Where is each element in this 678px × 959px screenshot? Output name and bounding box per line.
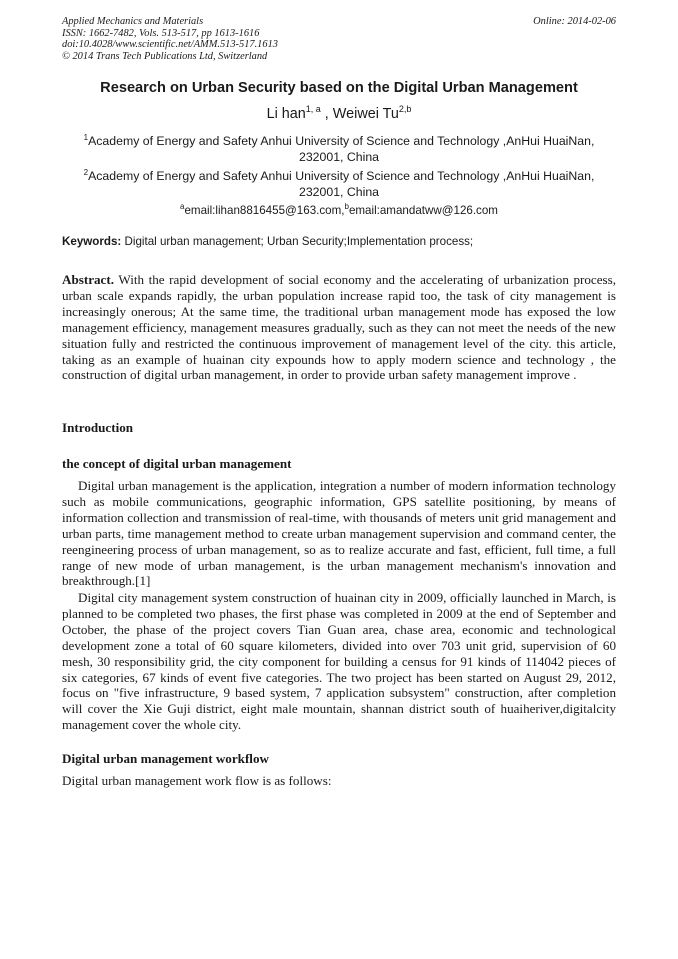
abstract-text: With the rapid development of social economy and the accelerating of urbanization process, urban scale expands rapidly, the urban population increase rapid too, the task of city management is increasingly onerous; At the same time, the traditional urban management mode has exposed the low management efficiency, management measures gradually, such as they can not meet the needs of the new situation fully and restricted the continuous improvement of management level of the city. this article, taking as an example of huainan city expounds how to apply modern science and technology , the construction of digital urban management, in order to provide urban safety management improve . xyxy=(62,272,616,383)
author-separator: , xyxy=(320,105,333,122)
subsection-heading-concept: the concept of digital urban management xyxy=(62,456,292,471)
author-name: Li han xyxy=(266,105,306,122)
page-header xyxy=(62,16,616,62)
affiliation-line: Academy of Energy and Safety Anhui University of Science and Technology ,AnHui HuaiNan, xyxy=(88,169,595,184)
affiliation-sup: 1 xyxy=(83,133,89,142)
author-name: Weiwei Tu xyxy=(332,105,399,122)
paper-title: Research on Urban Security based on the Digital Urban Management xyxy=(100,80,578,96)
author-sup: 1, a xyxy=(305,104,321,114)
subsection-heading-workflow: Digital urban management workflow xyxy=(62,751,269,766)
email: email:lihan8816455@163.com, xyxy=(184,203,345,217)
paragraph: Digital urban management work flow is as follows: xyxy=(62,773,332,788)
doi: doi:10.4028/www.scientific.net/AMM.513-517.1613 xyxy=(62,39,278,51)
paragraph: Digital city management system construction of huainan city in 2009, officially launched in March, is planned to be completed two phases, the first phase was completed in 2009 at the end of September and October, the phase of the project covers Tian Guan area, chase area, economic and technological development zone a total of 60 square kilometers, divided into over 703 unit grid, supervision of 60 mesh, 30 responsibility grid, the city component for building a census for 91 kinds of 114042 pieces of six categories, 67 kinds of event five categories. The two project has been started on August 29, 2012, focus on "five infrastructure, 9 based system, 7 application subsystem" construction, after completion will cover the Xie Guji district, eight male mountain, shannan district south of huaiheriver,digitalcity management cover the whole city. xyxy=(62,590,616,733)
section-heading-introduction: Introduction xyxy=(62,420,134,435)
email-sup: b xyxy=(344,202,349,211)
author-emails xyxy=(0,202,678,217)
keywords-text: Digital urban management; Urban Security;Implementation process; xyxy=(124,235,474,248)
keywords-label: Keywords: xyxy=(62,235,122,248)
issn: ISSN: 1662-7482, Vols. 513-517, pp 1613-1616 xyxy=(62,27,260,39)
abstract xyxy=(62,272,616,383)
author-sup: 2,b xyxy=(398,104,412,114)
journal-name: Applied Mechanics and Materials xyxy=(62,16,204,27)
copyright: © 2014 Trans Tech Publications Ltd, Switzerland xyxy=(62,50,268,62)
affiliation-line: 232001, China xyxy=(299,185,379,200)
affiliation xyxy=(62,165,616,200)
paragraph: Digital urban management is the application, integration a number of modern information technology such as mobile communications, geographic information, GPS satellite positioning, by means of information collection and transmission of real-time, with thousands of meters unit grid management and urban parts, time management method to create urban management supervision and command center, the reengineering process of urban management, so as to realize accurate and fast, efficient, full time, a full range of new mode of urban management, is the urban management mechanism's innovation and breakthrough.[1] xyxy=(62,478,616,589)
affiliation-line: 232001, China xyxy=(299,150,379,165)
online-date: Online: 2014-02-06 xyxy=(533,16,616,27)
affiliation xyxy=(62,130,616,165)
abstract-label: Abstract. xyxy=(62,272,114,287)
email-sup: a xyxy=(180,202,185,211)
keywords xyxy=(62,235,616,248)
authors xyxy=(0,104,678,122)
affiliation-sup: 2 xyxy=(83,168,89,177)
email: email:amandatww@126.com xyxy=(348,203,498,217)
affiliation-line: Academy of Energy and Safety Anhui University of Science and Technology ,AnHui HuaiNan, xyxy=(88,134,595,149)
